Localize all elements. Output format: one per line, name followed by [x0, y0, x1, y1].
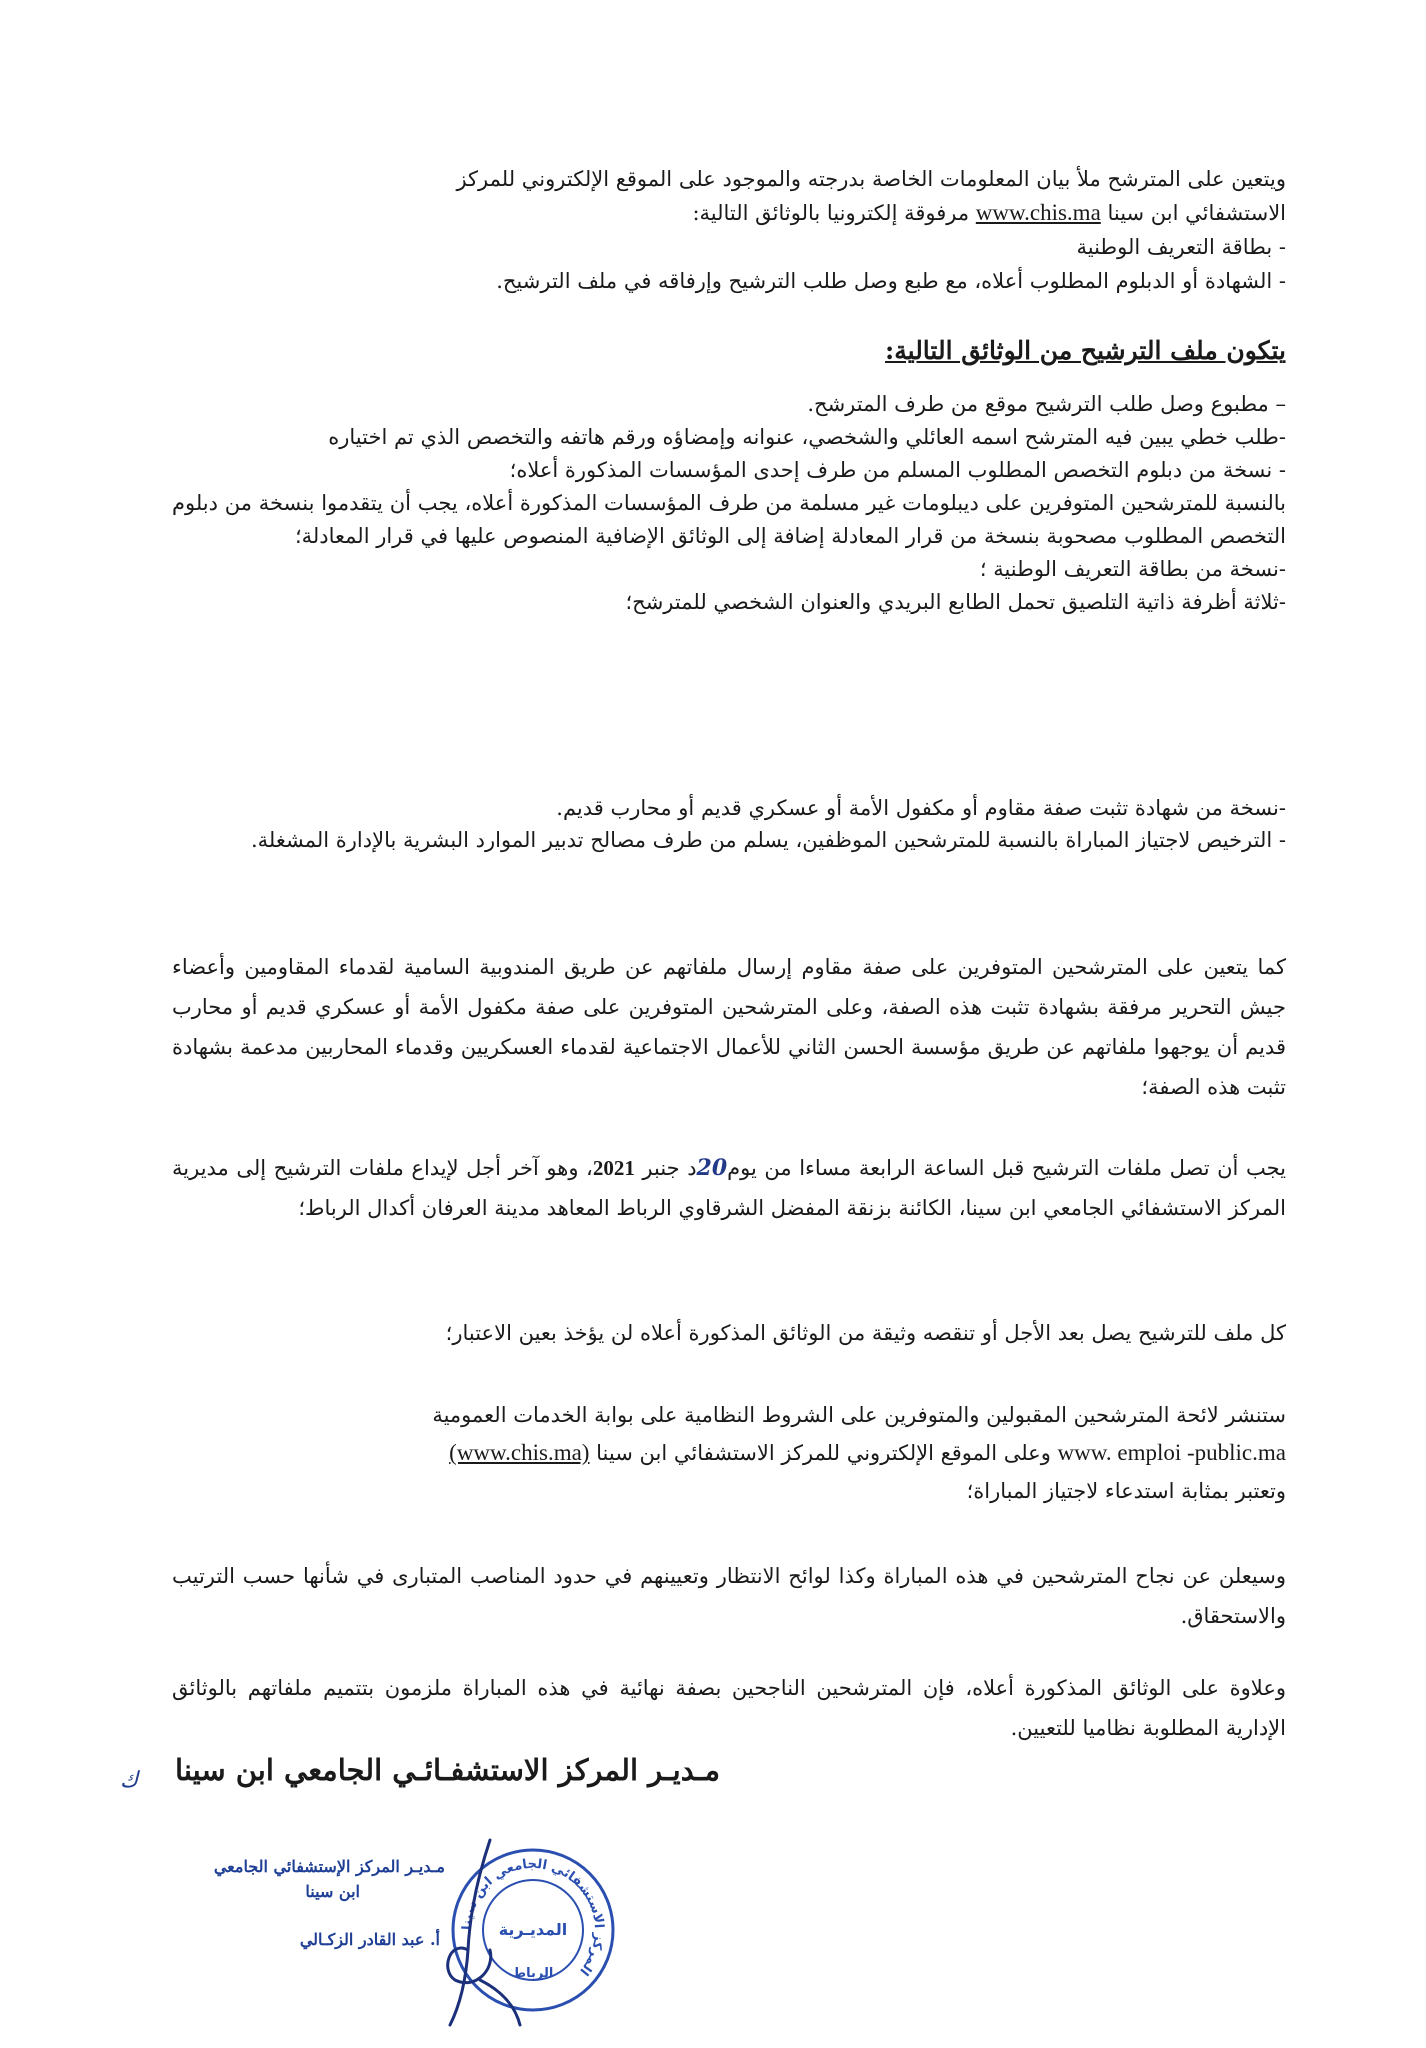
- documents-list-extra: [172, 792, 1286, 856]
- documents-heading: يتكون ملف الترشيح من الوثائق التالية:: [885, 336, 1286, 365]
- document-item: - الترخيص لاجتياز المباراة بالنسبة للمترشحين الموظفين، يسلم من طرف مصالح تدبير الموارد البشرية بالإدارة المشغلة.: [250, 828, 1286, 852]
- deadline-year: 2021: [592, 1156, 635, 1180]
- document-item: -نسخة من بطاقة التعريف الوطنية ؛: [979, 557, 1286, 581]
- handwritten-initial: ﻙ: [120, 1768, 139, 1793]
- late-files-paragraph: كل ملف للترشيح يصل بعد الأجل أو تنقصه وثيقة من الوثائق المذكورة أعلاه لن يؤخذ بعين الاعتبار؛: [445, 1321, 1286, 1345]
- veterans-paragraph: كما يتعين على المترشحين المتوفرين على صفة مقاوم إرسال ملفاتهم عن طريق المندوبية السامية لقدماء المقاومين وأعضاء جيش التحرير مرفقة بشهادة تثبت هذه الصفة، وعلى المترشحين المتوفرين على صفة مكفول الأمة أو عسكري قديم أو محارب قديم أن يوجهوا ملفاتهم عن طريق مؤسسة الحسن الثاني للأعمال الاجتماعية لقدماء العسكريين وقدماء المحاربين مدعمة بشهادة تثبت هذه الصفة؛: [172, 955, 1286, 1099]
- document-item: – مطبوع وصل طلب الترشيح موقع من طرف المترشح.: [807, 392, 1286, 416]
- document-item: بالنسبة للمترشحين المتوفرين على ديبلومات غير مسلمة من طرف المؤسسات المذكورة أعلاه، يجب أن يتقدموا بنسخة من دبلوم التخصص المطلوب مصحوبة بنسخة من قرار المعادلة إضافة إلى الوثائق الإضافية المنصوص عليها في قرار المعادلة؛: [172, 491, 1286, 548]
- emploi-public-link[interactable]: www. emploi -public.ma: [1057, 1440, 1286, 1465]
- intro-line-2-end: مرفوقة إلكترونيا بالوثائق التالية:: [692, 201, 970, 225]
- publication-paragraph: [172, 1396, 1286, 1510]
- chis-link[interactable]: www.chis.ma: [975, 200, 1101, 225]
- intro-section: [172, 162, 1286, 298]
- seal-center-text: المديـرية: [498, 1920, 568, 1939]
- publication-line-1: ستنشر لائحة المترشحين المقبولين والمتوفرين على الشروط النظامية على بوابة الخدمات العمومية: [432, 1403, 1286, 1427]
- chis-link-2[interactable]: (www.chis.ma): [449, 1440, 590, 1465]
- publication-line-2-text: وعلى الموقع الإلكتروني للمركز الاستشفائي ابن سينا: [596, 1441, 1051, 1465]
- director-title: مـديـر المركز الاستشفـائـي الجامعي ابن سينا: [174, 1753, 720, 1787]
- document-item: -نسخة من شهادة تثبت صفة مقاوم أو مكفول الأمة أو عسكري قديم أو محارب قديم.: [556, 796, 1286, 820]
- seal-bottom-text: الرباط: [512, 1966, 554, 1981]
- intro-line-2: [172, 196, 1286, 230]
- intro-line-2-start: الاستشفائي ابن سينا: [1107, 201, 1286, 225]
- deadline-text-c: ، وهو آخر أجل لإيداع ملفات الترشيح إلى مديرية المركز الاستشفائي الجامعي ابن سينا، الكائنة بزنقة المفضل الشرقاوي الرباط المعاهد مدينة العرفان أكدال الرباط؛: [172, 1156, 1286, 1220]
- document-item: -ثلاثة أظرفة ذاتية التلصيق تحمل الطابع البريدي والعنوان الشخصي للمترشح؛: [625, 590, 1286, 614]
- publication-line-2: [172, 1434, 1286, 1472]
- deadline-text-a: يجب أن تصل ملفات الترشيح قبل الساعة الرابعة مساءا من يوم: [727, 1156, 1286, 1180]
- deadline-paragraph: [172, 1148, 1286, 1228]
- stamp-title: مـديـر المركز الإستشفائي الجامعي: [213, 1857, 445, 1876]
- final-paragraph: وعلاوة على الوثائق المذكورة أعلاه، فإن المترشحين الناجحين بصفة نهائية في هذه المباراة ملزمون بتتميم ملفاتهم بالوثائق الإدارية المطلوبة نظاميا للتعيين.: [172, 1676, 1286, 1740]
- intro-item-diploma: - الشهادة أو الدبلوم المطلوب أعلاه، مع طبع وصل طلب الترشيح وإرفاقه في ملف الترشيح.: [496, 269, 1286, 293]
- documents-list: [172, 388, 1286, 619]
- document-item: -طلب خطي يبين فيه المترشح اسمه العائلي والشخصي، عنوانه وإمضاؤه ورقم هاتفه والتخصص الذي تم اختياره: [328, 425, 1286, 449]
- publication-line-3: وتعتبر بمثابة استدعاء لاجتياز المباراة؛: [966, 1479, 1286, 1503]
- document-item: - نسخة من دبلوم التخصص المطلوب المسلم من طرف إحدى المؤسسات المذكورة أعلاه؛: [509, 458, 1286, 482]
- results-paragraph: وسيعلن عن نجاح المترشحين في هذه المباراة وكذا لوائح الانتظار وتعيينهم في حدود المناصب المتبارى في شأنها حسب الترتيب والاستحقاق.: [172, 1564, 1286, 1628]
- deadline-day-handwritten: 20: [696, 1155, 728, 1181]
- seal-ring-text: المركز الاستشفائي الجامعي ابن سينا: [459, 1856, 607, 1979]
- stamp-subtitle: ابن سينا: [305, 1882, 360, 1901]
- stamp-name: أ. عبد القادر الزكـالي: [299, 1930, 440, 1949]
- deadline-text-b: د جنبر: [642, 1156, 697, 1180]
- intro-line-1: ويتعين على المترشح ملأ بيان المعلومات الخاصة بدرجته والموجود على الموقع الإلكتروني للمركز: [456, 167, 1286, 191]
- intro-item-id-card: - بطاقة التعريف الوطنية: [1076, 235, 1286, 259]
- handwritten-signature: [420, 1830, 540, 2035]
